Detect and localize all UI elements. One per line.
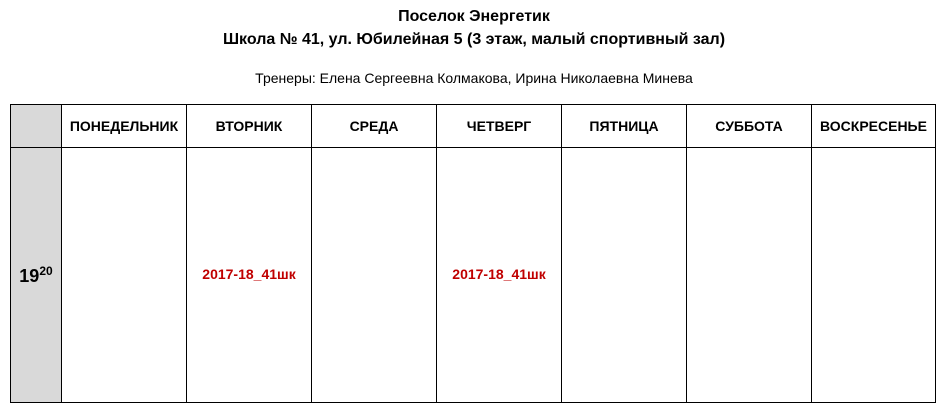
time-cell xyxy=(11,148,62,403)
slot-wednesday xyxy=(312,148,437,403)
day-header-tuesday: ВТОРНИК xyxy=(187,105,312,148)
slot-monday xyxy=(62,148,187,403)
time-hour: 19 xyxy=(19,265,40,286)
day-header-sunday: ВОСКРЕСЕНЬЕ xyxy=(812,105,936,148)
day-header-friday: ПЯТНИЦА xyxy=(562,105,687,148)
location-subtitle: Школа № 41, ул. Юбилейная 5 (3 этаж, малый спортивный зал) xyxy=(222,31,726,48)
slot-thursday xyxy=(437,148,562,403)
time-minutes: 20 xyxy=(39,263,53,278)
day-header-thursday: ЧЕТВЕРГ xyxy=(437,105,562,148)
slot-tuesday xyxy=(187,148,312,403)
header-row xyxy=(11,105,936,148)
group-label: 2017-18_41шк xyxy=(452,266,546,282)
slot-friday xyxy=(562,148,687,403)
slot-sunday xyxy=(812,148,936,403)
schedule-table xyxy=(10,104,936,403)
day-header-wednesday: СРЕДА xyxy=(312,105,437,148)
corner-cell xyxy=(11,105,62,148)
group-label: 2017-18_41шк xyxy=(202,266,296,282)
slot-saturday xyxy=(687,148,812,403)
page-title: Поселок Энергетик xyxy=(398,8,550,25)
day-header-saturday: СУББОТА xyxy=(687,105,812,148)
time-row xyxy=(11,148,936,403)
day-header-monday: ПОНЕДЕЛЬНИК xyxy=(62,105,187,148)
trainers-line: Тренеры: Елена Сергеевна Колмакова, Ирина Николаевна Минева xyxy=(255,70,693,86)
